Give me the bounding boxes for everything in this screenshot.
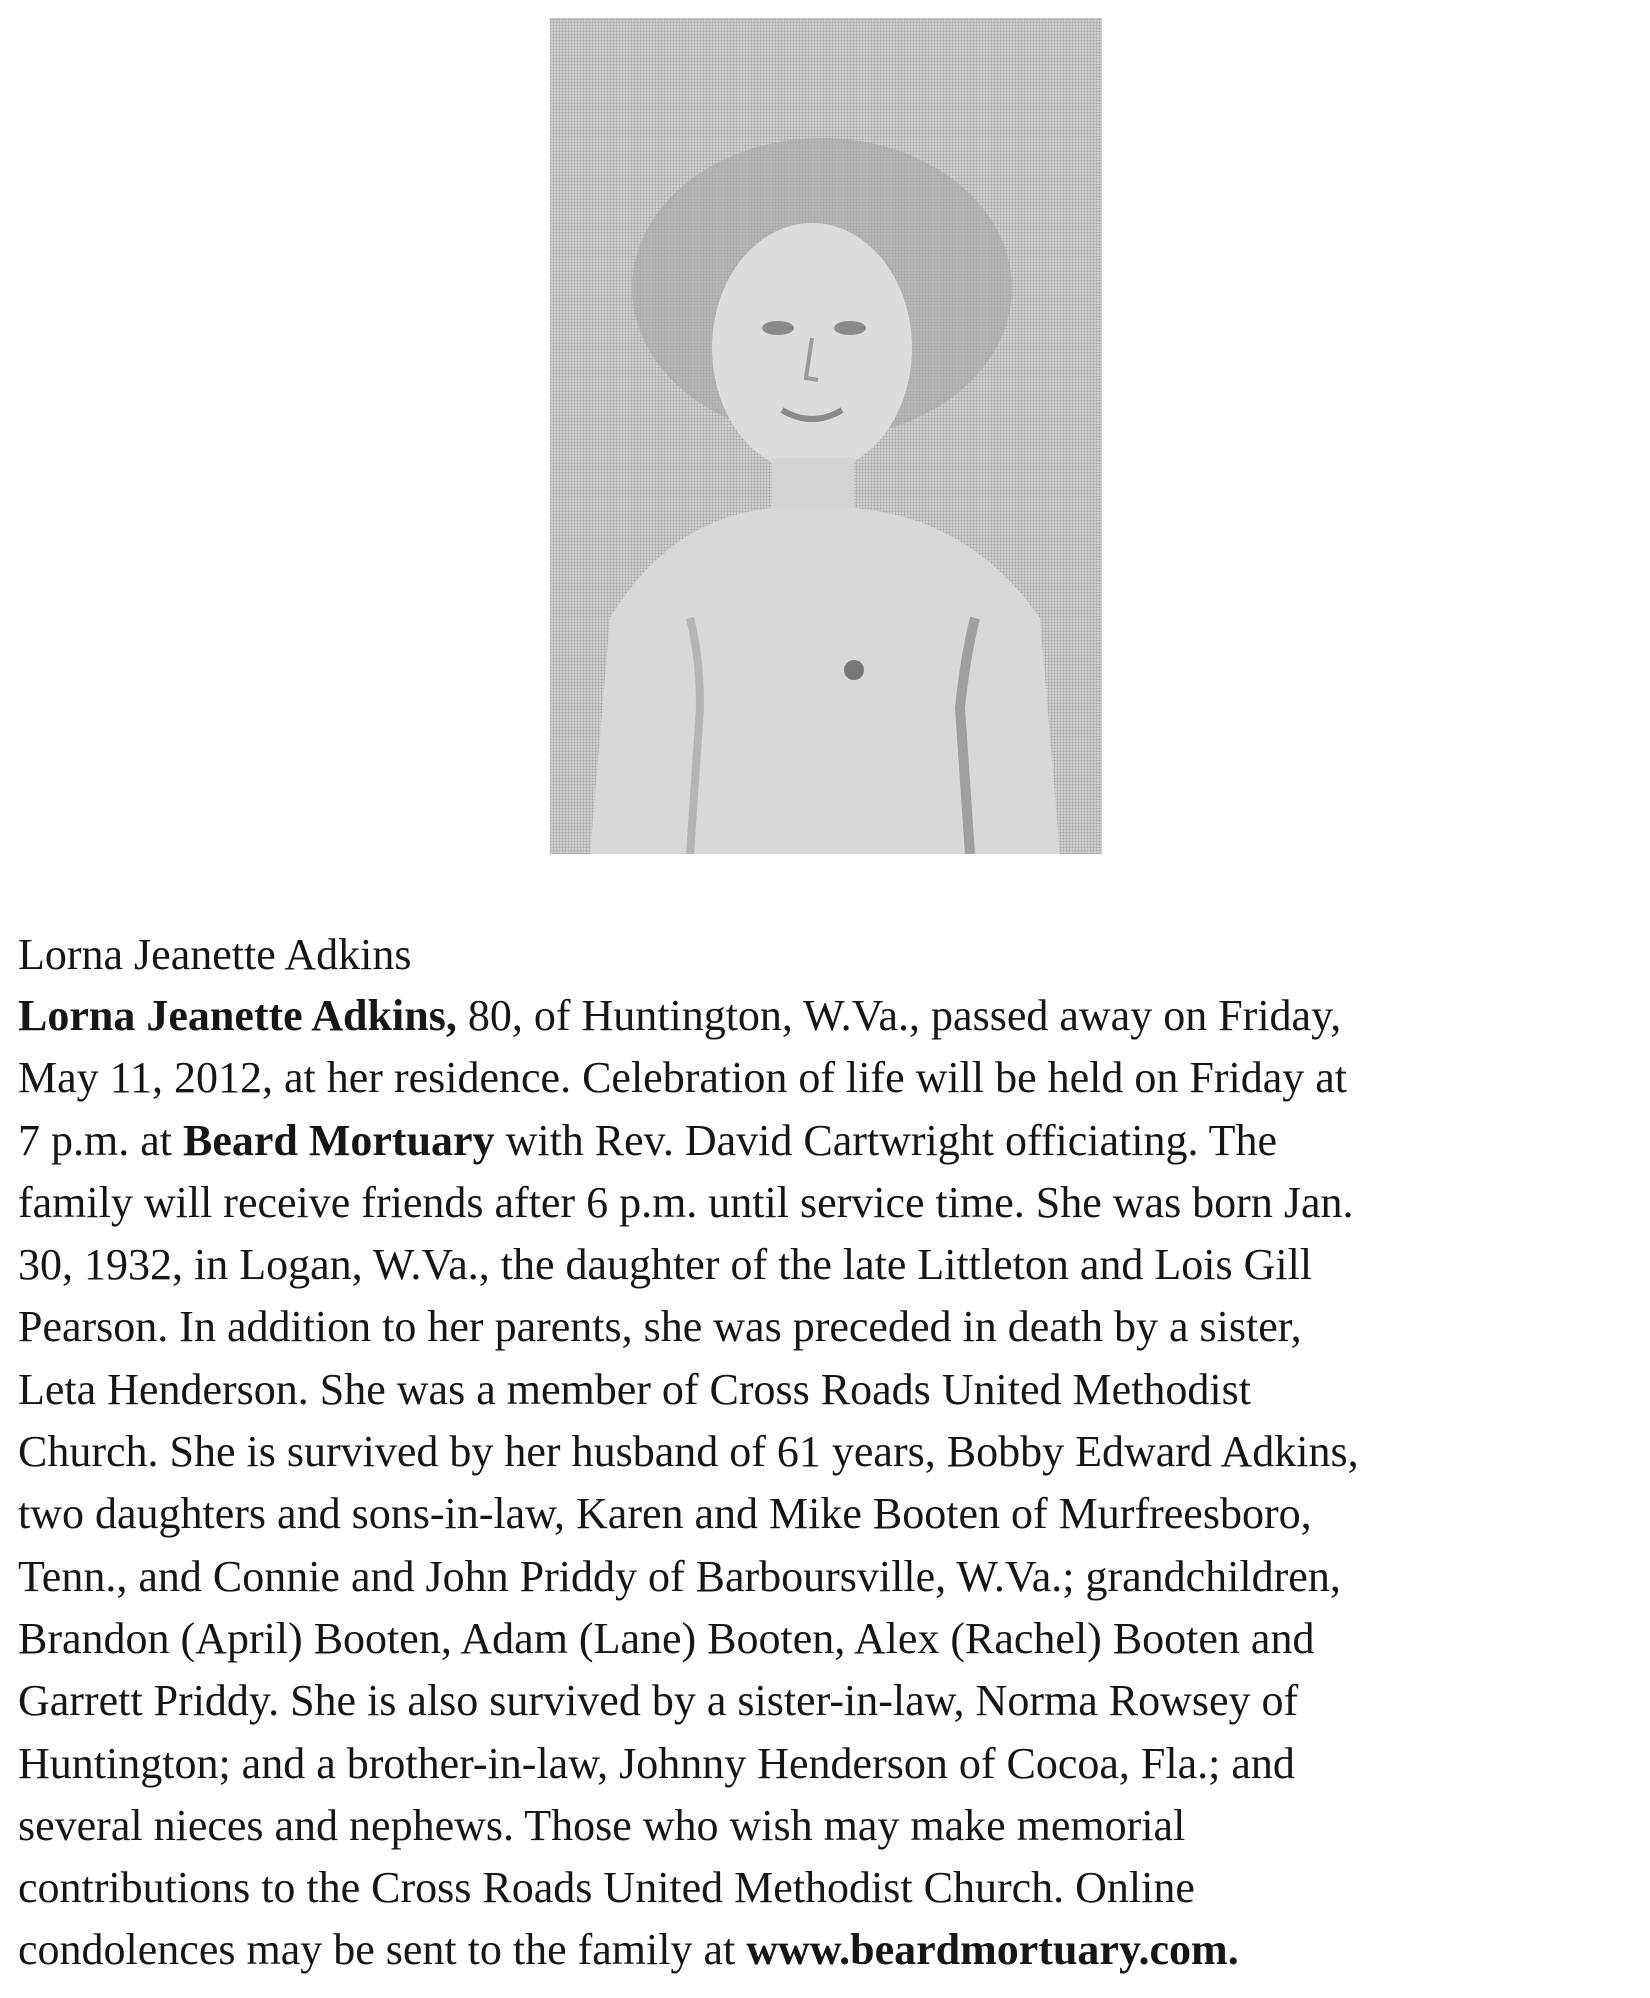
obituary-paragraph bbox=[18, 985, 1638, 1982]
obituary-line bbox=[18, 1421, 1638, 1483]
text-segment: contributions to the Cross Roads United Methodist Church. Online bbox=[18, 1863, 1195, 1913]
obituary-line bbox=[18, 1608, 1638, 1670]
text-segment: with Rev. David Cartwright officiating. The bbox=[494, 1115, 1278, 1165]
text-segment: Garrett Priddy. She is also survived by a sister-in-law, Norma Rowsey of bbox=[18, 1676, 1299, 1726]
obituary-line bbox=[18, 1110, 1638, 1172]
obituary-line bbox=[18, 1919, 1638, 1981]
text-segment: 80, of Huntington, W.Va., passed away on Friday, bbox=[456, 991, 1342, 1040]
obituary-line bbox=[18, 1546, 1638, 1608]
text-segment: two daughters and sons-in-law, Karen and Mike Booten of Murfreesboro, bbox=[18, 1489, 1312, 1539]
bold-text: Beard Mortuary bbox=[182, 1115, 495, 1165]
text-segment: Pearson. In addition to her parents, she was preceded in death by a sister, bbox=[18, 1302, 1302, 1352]
obituary-line bbox=[18, 1795, 1638, 1857]
obituary-line bbox=[18, 1483, 1638, 1545]
obituary-line bbox=[18, 1857, 1638, 1919]
text-segment: Tenn., and Connie and John Priddy of Barboursville, W.Va.; grandchildren, bbox=[18, 1551, 1341, 1601]
obituary-line bbox=[18, 1359, 1638, 1421]
text-segment: Church. She is survived by her husband of 61 years, Bobby Edward Adkins, bbox=[18, 1427, 1359, 1477]
obituary-text bbox=[18, 925, 1638, 1982]
portrait-illustration bbox=[550, 18, 1102, 854]
obituary-line bbox=[18, 1733, 1638, 1795]
text-segment: family will receive friends after 6 p.m. until service time. She was born Jan. bbox=[18, 1177, 1354, 1227]
text-segment: 7 p.m. at bbox=[18, 1115, 183, 1165]
text-segment: several nieces and nephews. Those who wish may make memorial bbox=[18, 1800, 1186, 1850]
bold-text: Lorna Jeanette Adkins, bbox=[18, 991, 457, 1040]
text-segment: 30, 1932, in Logan, W.Va., the daughter of the late Littleton and Lois Gill bbox=[18, 1240, 1313, 1290]
obituary-line bbox=[18, 985, 1638, 1047]
obituary-line bbox=[18, 1172, 1638, 1234]
text-segment: Huntington; and a brother-in-law, Johnny Henderson of Cocoa, Fla.; and bbox=[18, 1738, 1295, 1788]
obituary-line bbox=[18, 1047, 1638, 1109]
text-segment: Brandon (April) Booten, Adam (Lane) Booten, Alex (Rachel) Booten and bbox=[18, 1613, 1315, 1663]
obituary-line bbox=[18, 1670, 1638, 1732]
bold-text: www.beardmortuary.com. bbox=[746, 1925, 1239, 1975]
obituary-caption: Lorna Jeanette Adkins bbox=[18, 930, 412, 979]
text-segment: May 11, 2012, at her residence. Celebration of life will be held on Friday at bbox=[18, 1053, 1347, 1103]
portrait-photo bbox=[550, 18, 1102, 854]
text-segment: condolences may be sent to the family at bbox=[18, 1925, 747, 1975]
text-segment: Leta Henderson. She was a member of Cross Roads United Methodist bbox=[18, 1364, 1251, 1414]
obituary-line bbox=[18, 1234, 1638, 1296]
obituary-line bbox=[18, 1296, 1638, 1358]
